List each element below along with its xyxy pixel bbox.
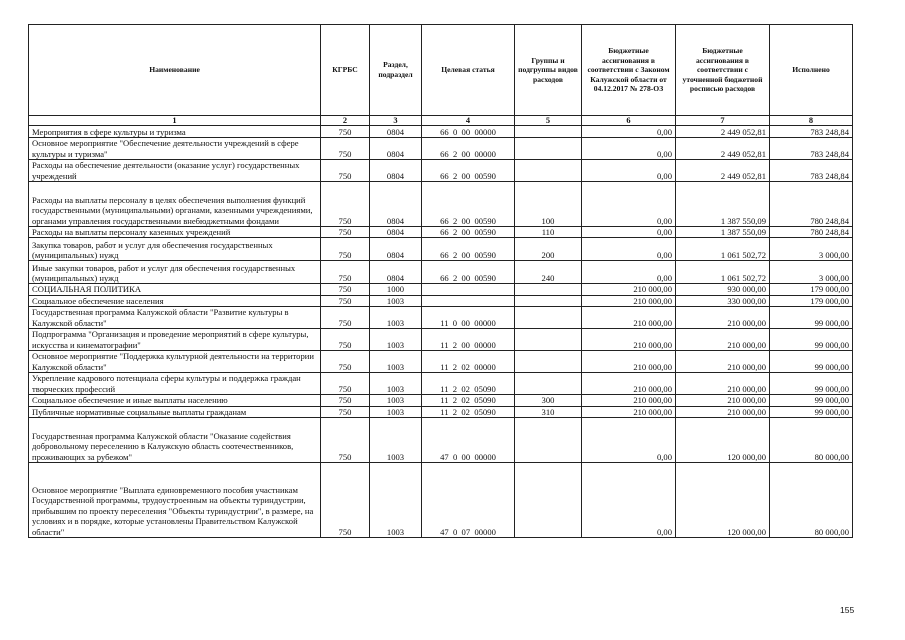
row-name: Расходы на выплаты персоналу казенных учреждений — [29, 227, 321, 238]
table-row — [29, 373, 853, 395]
row-vid — [515, 126, 582, 138]
row-plan-allocation: 330 000,00 — [676, 295, 770, 306]
row-law-allocation: 0,00 — [582, 261, 676, 284]
table-row — [29, 463, 853, 538]
row-statya: 11 2 02 05090 — [422, 395, 515, 406]
row-statya: 66 2 00 00000 — [422, 138, 515, 160]
row-vid — [515, 418, 582, 463]
column-number-row — [29, 116, 853, 126]
row-executed: 780 248,84 — [770, 227, 853, 238]
header-name: Наименование — [29, 25, 321, 116]
row-vid — [515, 307, 582, 329]
row-executed: 99 000,00 — [770, 329, 853, 351]
row-razdel: 1003 — [370, 351, 422, 373]
row-law-allocation: 210 000,00 — [582, 295, 676, 306]
row-name: Основное мероприятие "Выплата единовременного пособия участникам Государственной программы, трудоустроенным на объекты туриндустрии, прибывшим по проекту переселения "Объекты туриндустрии", в размере, на условиях и в порядке, которые установлены Правительством Калужской области" — [29, 463, 321, 538]
row-plan-allocation: 210 000,00 — [676, 395, 770, 406]
header-executed: Исполнено — [770, 25, 853, 116]
row-executed: 783 248,84 — [770, 126, 853, 138]
column-number: 5 — [515, 116, 582, 126]
header-statya: Целевая статья — [422, 25, 515, 116]
header-plan-allocation: Бюджетные ассигнования в соответствии с уточненной бюджетной росписью расходов — [676, 25, 770, 116]
column-number: 8 — [770, 116, 853, 126]
column-number: 2 — [321, 116, 370, 126]
table-row — [29, 329, 853, 351]
row-vid — [515, 160, 582, 182]
row-statya: 11 2 02 05090 — [422, 406, 515, 417]
row-law-allocation: 0,00 — [582, 227, 676, 238]
row-executed: 783 248,84 — [770, 160, 853, 182]
header-kgrbs: КГРБС — [321, 25, 370, 116]
row-razdel: 1003 — [370, 329, 422, 351]
row-law-allocation: 210 000,00 — [582, 284, 676, 295]
row-statya: 11 2 02 00000 — [422, 351, 515, 373]
row-kgrbs: 750 — [321, 329, 370, 351]
row-statya: 66 2 00 00590 — [422, 160, 515, 182]
header-razdel: Раздел, подраздел — [370, 25, 422, 116]
row-vid — [515, 373, 582, 395]
header-law-allocation: Бюджетные ассигнования в соответствии с Законом Калужской области от 04.12.2017 № 278-ОЗ — [582, 25, 676, 116]
row-name: Социальное обеспечение населения — [29, 295, 321, 306]
row-name: Публичные нормативные социальные выплаты гражданам — [29, 406, 321, 417]
row-kgrbs: 750 — [321, 284, 370, 295]
row-executed: 783 248,84 — [770, 138, 853, 160]
row-plan-allocation: 1 387 550,09 — [676, 182, 770, 227]
row-plan-allocation: 2 449 052,81 — [676, 126, 770, 138]
row-statya: 11 2 02 05090 — [422, 373, 515, 395]
row-statya: 66 2 00 00590 — [422, 261, 515, 284]
row-razdel: 1003 — [370, 406, 422, 417]
row-kgrbs: 750 — [321, 406, 370, 417]
row-razdel: 0804 — [370, 227, 422, 238]
column-number: 4 — [422, 116, 515, 126]
row-statya: 66 2 00 00590 — [422, 182, 515, 227]
table-row — [29, 307, 853, 329]
row-executed: 99 000,00 — [770, 307, 853, 329]
row-plan-allocation: 1 061 502,72 — [676, 238, 770, 261]
row-executed: 780 248,84 — [770, 182, 853, 227]
row-name: Иные закупки товаров, работ и услуг для обеспечения государственных (муниципальных) нужд — [29, 261, 321, 284]
header-vid: Группы и подгруппы видов расходов — [515, 25, 582, 116]
row-vid — [515, 351, 582, 373]
row-executed: 3 000,00 — [770, 261, 853, 284]
row-law-allocation: 210 000,00 — [582, 395, 676, 406]
row-plan-allocation: 1 061 502,72 — [676, 261, 770, 284]
row-plan-allocation: 210 000,00 — [676, 406, 770, 417]
table-row — [29, 284, 853, 295]
row-name: Основное мероприятие "Поддержка культурной деятельности на территории Калужской области" — [29, 351, 321, 373]
row-razdel: 1003 — [370, 373, 422, 395]
row-law-allocation: 0,00 — [582, 238, 676, 261]
row-kgrbs: 750 — [321, 373, 370, 395]
row-vid: 310 — [515, 406, 582, 417]
row-vid — [515, 463, 582, 538]
row-kgrbs: 750 — [321, 238, 370, 261]
row-razdel: 0804 — [370, 261, 422, 284]
row-statya: 66 2 00 00590 — [422, 238, 515, 261]
column-number: 3 — [370, 116, 422, 126]
row-vid — [515, 295, 582, 306]
row-plan-allocation: 120 000,00 — [676, 463, 770, 538]
row-name: Основное мероприятие "Обеспечение деятельности учреждений в сфере культуры и туризма" — [29, 138, 321, 160]
column-number: 6 — [582, 116, 676, 126]
budget-execution-table — [28, 24, 853, 538]
row-plan-allocation: 2 449 052,81 — [676, 160, 770, 182]
table-row — [29, 295, 853, 306]
row-law-allocation: 0,00 — [582, 160, 676, 182]
row-executed: 3 000,00 — [770, 238, 853, 261]
row-executed: 80 000,00 — [770, 463, 853, 538]
row-executed: 179 000,00 — [770, 295, 853, 306]
row-law-allocation: 210 000,00 — [582, 329, 676, 351]
row-plan-allocation: 120 000,00 — [676, 418, 770, 463]
table-row — [29, 182, 853, 227]
row-statya: 47 0 00 00000 — [422, 418, 515, 463]
row-kgrbs: 750 — [321, 418, 370, 463]
table-row — [29, 126, 853, 138]
table-row — [29, 160, 853, 182]
column-number: 7 — [676, 116, 770, 126]
row-name: Закупка товаров, работ и услуг для обеспечения государственных (муниципальных) нужд — [29, 238, 321, 261]
row-executed: 99 000,00 — [770, 373, 853, 395]
row-vid: 110 — [515, 227, 582, 238]
row-name: Государственная программа Калужской области "Оказание содействия добровольному переселению в Калужскую область соотечественников, проживающих за рубежом" — [29, 418, 321, 463]
row-law-allocation: 210 000,00 — [582, 351, 676, 373]
table-row — [29, 406, 853, 417]
row-vid — [515, 329, 582, 351]
row-plan-allocation: 2 449 052,81 — [676, 138, 770, 160]
row-kgrbs: 750 — [321, 182, 370, 227]
row-razdel: 0804 — [370, 160, 422, 182]
row-law-allocation: 0,00 — [582, 463, 676, 538]
row-name: Укрепление кадрового потенциала сферы культуры и поддержка граждан творческих профессий — [29, 373, 321, 395]
row-razdel: 1000 — [370, 284, 422, 295]
budget-table-sheet — [28, 24, 852, 538]
row-law-allocation: 0,00 — [582, 126, 676, 138]
row-kgrbs: 750 — [321, 295, 370, 306]
table-row — [29, 418, 853, 463]
row-name: Социальное обеспечение и иные выплаты населению — [29, 395, 321, 406]
row-kgrbs: 750 — [321, 395, 370, 406]
row-razdel: 1003 — [370, 395, 422, 406]
row-vid: 240 — [515, 261, 582, 284]
row-executed: 80 000,00 — [770, 418, 853, 463]
row-executed: 99 000,00 — [770, 406, 853, 417]
row-law-allocation: 210 000,00 — [582, 406, 676, 417]
column-number: 1 — [29, 116, 321, 126]
row-law-allocation: 0,00 — [582, 138, 676, 160]
table-row — [29, 395, 853, 406]
row-law-allocation: 210 000,00 — [582, 307, 676, 329]
row-plan-allocation: 210 000,00 — [676, 351, 770, 373]
row-razdel: 0804 — [370, 138, 422, 160]
row-razdel: 0804 — [370, 238, 422, 261]
table-row — [29, 238, 853, 261]
row-name: СОЦИАЛЬНАЯ ПОЛИТИКА — [29, 284, 321, 295]
row-razdel: 0804 — [370, 182, 422, 227]
row-statya: 11 0 00 00000 — [422, 307, 515, 329]
row-vid: 300 — [515, 395, 582, 406]
row-razdel: 1003 — [370, 418, 422, 463]
table-body — [29, 126, 853, 538]
row-kgrbs: 750 — [321, 463, 370, 538]
row-kgrbs: 750 — [321, 138, 370, 160]
header-row — [29, 25, 853, 116]
row-vid: 200 — [515, 238, 582, 261]
row-law-allocation: 0,00 — [582, 182, 676, 227]
row-vid — [515, 284, 582, 295]
table-row — [29, 261, 853, 284]
row-plan-allocation: 210 000,00 — [676, 329, 770, 351]
row-razdel: 1003 — [370, 307, 422, 329]
row-razdel: 1003 — [370, 295, 422, 306]
row-vid: 100 — [515, 182, 582, 227]
table-row — [29, 227, 853, 238]
row-plan-allocation: 1 387 550,09 — [676, 227, 770, 238]
table-row — [29, 138, 853, 160]
row-kgrbs: 750 — [321, 126, 370, 138]
row-kgrbs: 750 — [321, 351, 370, 373]
row-law-allocation: 0,00 — [582, 418, 676, 463]
table-row — [29, 351, 853, 373]
row-plan-allocation: 930 000,00 — [676, 284, 770, 295]
row-kgrbs: 750 — [321, 160, 370, 182]
row-vid — [515, 138, 582, 160]
row-executed: 99 000,00 — [770, 395, 853, 406]
page-number: 155 — [840, 605, 855, 615]
row-statya — [422, 284, 515, 295]
row-law-allocation: 210 000,00 — [582, 373, 676, 395]
row-statya: 47 0 07 00000 — [422, 463, 515, 538]
row-kgrbs: 750 — [321, 227, 370, 238]
row-kgrbs: 750 — [321, 261, 370, 284]
row-razdel: 1003 — [370, 463, 422, 538]
row-executed: 99 000,00 — [770, 351, 853, 373]
row-name: Расходы на выплаты персоналу в целях обеспечения выполнения функций государственными (муниципальными) органами, казенными учреждениями, органами управления государственными внебюджетными фондами — [29, 182, 321, 227]
row-plan-allocation: 210 000,00 — [676, 373, 770, 395]
row-statya — [422, 295, 515, 306]
row-kgrbs: 750 — [321, 307, 370, 329]
row-statya: 66 2 00 00590 — [422, 227, 515, 238]
row-plan-allocation: 210 000,00 — [676, 307, 770, 329]
row-name: Расходы на обеспечение деятельности (оказание услуг) государственных учреждений — [29, 160, 321, 182]
row-executed: 179 000,00 — [770, 284, 853, 295]
row-razdel: 0804 — [370, 126, 422, 138]
row-name: Государственная программа Калужской области "Развитие культуры в Калужской области" — [29, 307, 321, 329]
row-name: Подпрограмма "Организация и проведение мероприятий в сфере культуры, искусства и кинематографии" — [29, 329, 321, 351]
row-name: Мероприятия в сфере культуры и туризма — [29, 126, 321, 138]
row-statya: 11 2 00 00000 — [422, 329, 515, 351]
row-statya: 66 0 00 00000 — [422, 126, 515, 138]
